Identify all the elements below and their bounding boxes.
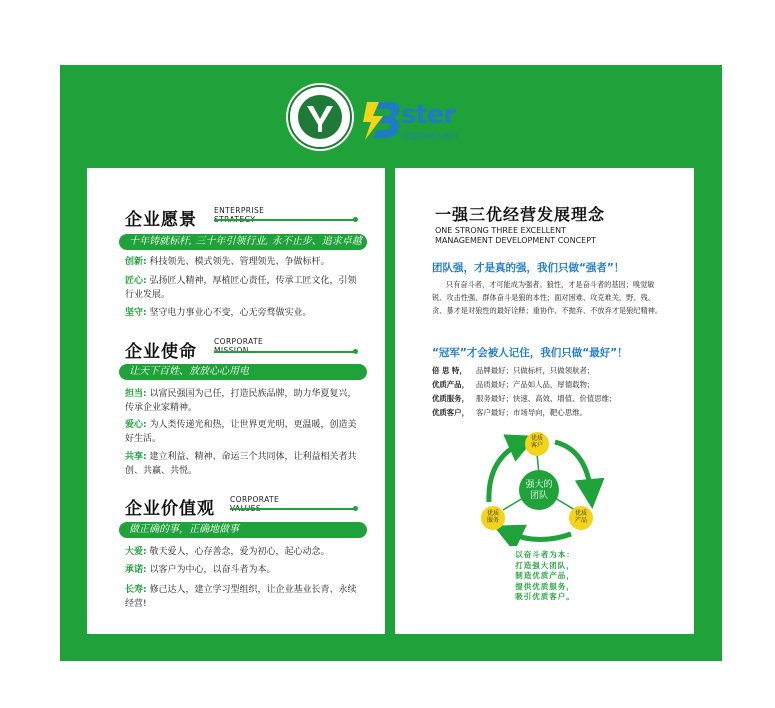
values-title: 企业价值观 <box>125 499 215 519</box>
mission-item: 共享: 建立利益、精神、命运三个共同体，让利益相关者共创、共赢、共悦。 <box>125 452 357 476</box>
vision-en-title: ENTERPRISE <box>214 206 265 215</box>
values-item: 长寿: 修己达人，建立学习型组织，让企业基业长青、永续经营! <box>125 585 357 609</box>
vision-item: 匠心: 弘扬匠人精神，厚植匠心责任，传承工匠文化，引领行业发展。 <box>125 276 357 300</box>
vision-divider-dot <box>353 217 358 222</box>
service-label: 优质 服务 <box>486 510 499 524</box>
values-divider <box>230 508 354 510</box>
mission-divider-dot <box>353 349 358 354</box>
mission-title: 企业使命 <box>125 342 197 362</box>
principle-row: 优质服务， 服务最好；快速、高效、增值、价值思维； <box>432 394 617 403</box>
bottom-motto: 以奋斗者为本： 打造强大团队， 制造优质产品， 提供优质服务， 吸引优质客户。 <box>515 550 575 601</box>
product-label: 优质 产品 <box>574 510 587 524</box>
cycle-arrow-1 <box>555 442 591 494</box>
cycle-arrow-2 <box>507 532 571 540</box>
bster-subtitle: 倍思特电力电气 <box>403 132 459 141</box>
principle-row: 倍 思 特， 品牌最好；只做标杆，只做领航者； <box>432 366 595 375</box>
mission-slogan: 让天下百姓、放放心心用电 <box>119 364 367 380</box>
values-item: 大爱: 敬天爱人，心存善念，爱为初心，起心动念。 <box>125 547 330 557</box>
customer-label: 优质 客户 <box>530 435 543 449</box>
principle-row: 优质产品， 品质最好；产品如人品，厚德载物； <box>432 380 595 389</box>
vision-slogan: 十年铸就标杆, 三十年引领行业, 永不止步、追求卓越 <box>119 234 367 250</box>
values-item: 承诺: 以客户为中心，以奋斗者为本。 <box>125 565 276 575</box>
concept-title: 一强三优经营发展理念 <box>435 205 606 224</box>
bster-wordmark: ster <box>401 100 456 130</box>
center-label: 强大的 团队 <box>525 480 553 501</box>
vision-item: 创新: 科技领先、模式领先、管理领先、争做标杆。 <box>125 257 330 267</box>
team-paragraph: 只有奋斗者，才可能成为强者。狼性，才是奋斗者的基因；嗅觉敏锐、攻击性强、群体奋斗是狼的本性；面对困难、攻克难关，野、残、贪、暴才是对狼性的最好诠释；重协作、不抛弃、不放弃才是狼纪精神。 <box>432 280 663 315</box>
cycle-arrow-3 <box>489 442 523 502</box>
vision-title: 企业愿景 <box>125 210 197 230</box>
logo-area <box>285 82 485 154</box>
bster-logo <box>361 94 481 144</box>
vision-item: 坚守: 坚守电力事业心不变，心无旁骛做实业。 <box>125 308 312 318</box>
vision-divider <box>214 219 354 221</box>
team-heading: 团队强，才是真的强，我们只做“强者”！ <box>432 262 625 274</box>
values-divider-dot <box>353 506 358 511</box>
mission-en-title: CORPORATE <box>214 337 264 346</box>
mission-item: 担当: 以富民强国为己任，打造民族品牌，助力华夏复兴，传承企业家精神。 <box>125 389 357 413</box>
company-seal-logo <box>285 82 355 152</box>
concept-en-title: ONE STRONG THREE EXCELLENT MANAGEMENT DEVELOPMENT CONCEPT <box>435 226 596 245</box>
principle-row: 优质客户， 客户最好；市场导向，靶心思维。 <box>432 408 587 417</box>
mission-item: 爱心: 为人类传递光和热，让世界更光明、更温暖，创造美好生活。 <box>125 420 357 444</box>
mission-divider <box>214 351 354 353</box>
champion-heading: “冠军”才会被人记住，我们只做“最好”！ <box>432 347 628 359</box>
values-slogan: 做正确的事，正确地做事 <box>119 522 367 538</box>
values-en-title: CORPORATE <box>230 495 280 504</box>
